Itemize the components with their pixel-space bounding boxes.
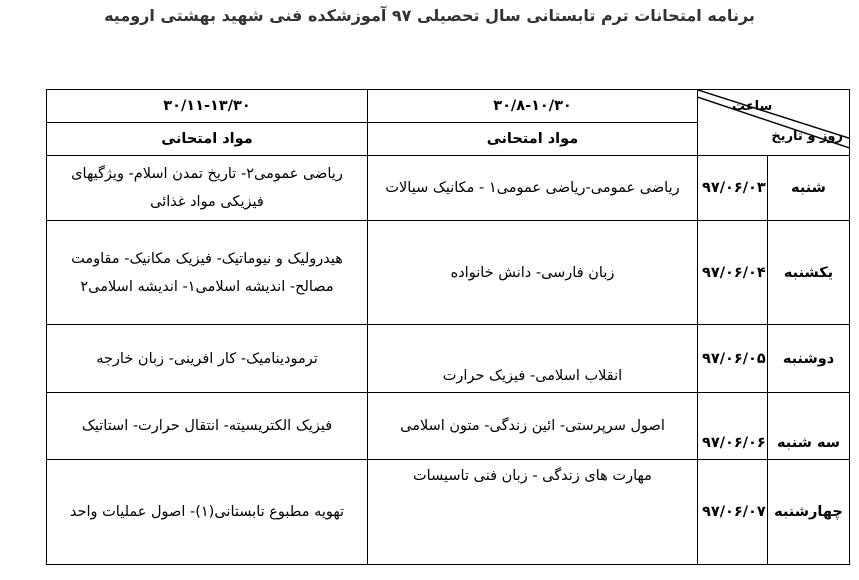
slot1-subjects-cell: زبان فارسی- دانش خانواده [368, 221, 698, 325]
page-title: برنامه امتحانات ترم تابستانی سال تحصیلی ۹۷ آموزشکده فنی شهید بهشتی ارومیه [104, 6, 755, 25]
table-row [47, 325, 850, 393]
slot2-time-header: ۳۰/۱۱-۱۳/۳۰ [47, 90, 368, 123]
exam-schedule-table [46, 89, 850, 565]
day-cell: چهارشنبه [768, 460, 850, 565]
day-cell: شنبه [768, 156, 850, 221]
slot2-subjects-cell: ریاضی عمومی۲- تاریخ تمدن اسلام- ویژگیهای فیزیکی مواد غذائی [47, 156, 368, 221]
date-cell: ۹۷/۰۶/۰۶ [698, 393, 768, 460]
slot1-subjects-cell: اصول سرپرستی- ائین زندگی- متون اسلامی [368, 393, 698, 460]
slot1-subject-header: مواد امتحانی [368, 123, 698, 156]
date-cell: ۹۷/۰۶/۰۳ [698, 156, 768, 221]
corner-day-date-label: روز و تاریخ [771, 129, 843, 144]
date-cell: ۹۷/۰۶/۰۷ [698, 460, 768, 565]
day-cell: یکشنبه [768, 221, 850, 325]
day-cell: سه شنبه [768, 393, 850, 460]
table-row [47, 221, 850, 325]
slot2-subjects-cell: تهویه مطبوع تابستانی(۱)- اصول عملیات واحد [47, 460, 368, 565]
day-cell: دوشنبه [768, 325, 850, 393]
time-header-row [47, 90, 850, 123]
table-row [47, 460, 850, 565]
corner-time-label: ساعت [732, 99, 773, 114]
slot1-subjects-cell: ریاضی عمومی-ریاضی عمومی۱ - مکانیک سیالات [368, 156, 698, 221]
slot2-subjects-cell: ترمودینامیک- کار افرینی- زبان خارجه [47, 325, 368, 393]
table-row [47, 393, 850, 460]
slot2-subjects-cell: فیزیک الکتریسیته- انتقال حرارت- استاتیک [47, 393, 368, 460]
slot1-time-header: ۳۰/۸-۱۰/۳۰ [368, 90, 698, 123]
slot2-subjects-cell: هیدرولیک و نیوماتیک- فیزیک مکانیک- مقاومت مصالح- اندیشه اسلامی۱- اندیشه اسلامی۲ [47, 221, 368, 325]
date-cell: ۹۷/۰۶/۰۵ [698, 325, 768, 393]
date-cell: ۹۷/۰۶/۰۴ [698, 221, 768, 325]
slot1-subjects-cell: انقلاب اسلامی- فیزیک حرارت [368, 325, 698, 393]
slot2-subject-header: مواد امتحانی [47, 123, 368, 156]
slot1-subjects-cell: مهارت های زندگی - زبان فنی تاسیسات [368, 460, 698, 565]
header-corner-cell [698, 90, 850, 156]
table-row [47, 156, 850, 221]
